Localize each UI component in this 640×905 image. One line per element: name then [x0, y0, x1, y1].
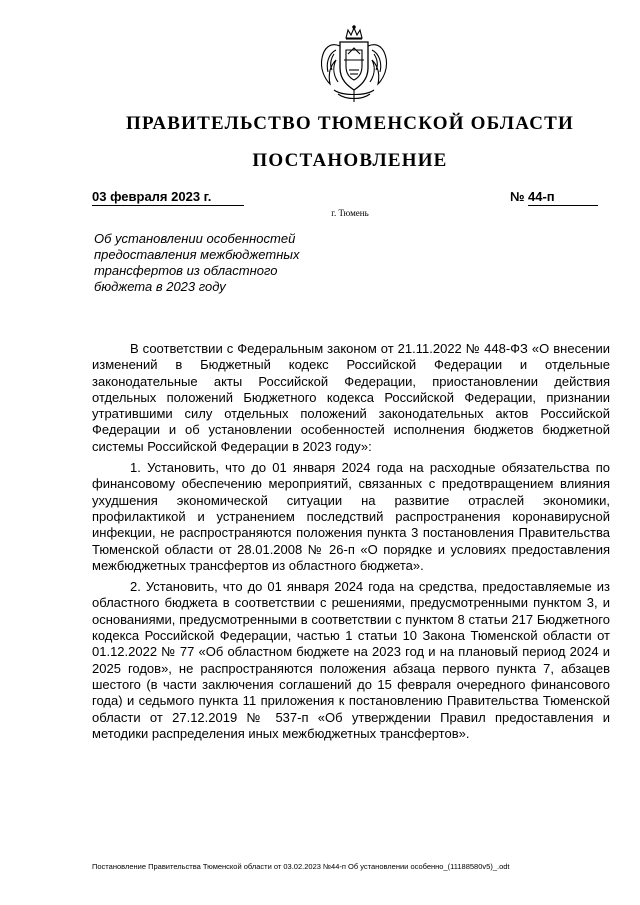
clause-paragraph-2: 2. Установить, что до 01 января 2024 года на средства, предоставляемые из областного бюджета в соответствии с решениями, предусмотренными пунктом 3, и основаниями, предусмотренными в соответствии с пунктом 8 статьи 217 Бюджетного кодекса Российской Федерации, частью 1 статьи 10 Закона Тюменской области от 01.12.2022 № 77 «Об областном бюджете на 2023 год и на плановый период 2024 и 2025 годов», не распространяются положения абзаца первого пункта 7, абзацев шестого (в части заключения соглашений до 15 февраля очередного финансового года) и седьмого пункта 11 приложения к постановлению Правительства Тюменской области от 27.12.2019 № 537-п «Об утверждении Правил предоставления и методики распределения иных межбюджетных трансфертов». — [92, 579, 610, 741]
document-type-title: ПОСТАНОВЛЕНИЕ — [252, 150, 448, 171]
preamble-paragraph: В соответствии с Федеральным законом от 21.11.2022 № 448-ФЗ «О внесении изменений в Бюджетный кодекс Российской Федерации и отдельные законодательные акты Российской Федерации, приостановлении действия отдельных положений Бюджетного кодекса Российской Федерации, признании утратившими силу отдельных положений законодательных актов Российской Федерации и об установлении особенностей исполнения бюджетов бюджетной системы Российской Федерации в 2023 году»: — [92, 341, 610, 454]
document-number: 44-п — [528, 189, 598, 206]
document-date: 03 февраля 2023 г. — [92, 189, 244, 206]
number-sign: № — [510, 189, 525, 204]
file-footer: Постановление Правительства Тюменской области от 03.02.2023 №44-п Об установлении особенно_(11188580v5)_.odt — [92, 862, 510, 871]
document-body — [92, 341, 610, 747]
document-number-block — [510, 189, 604, 206]
city-label: г. Тюмень — [331, 208, 369, 218]
document-subject: Об установлении особенностей предоставления межбюджетных трансфертов из областного бюджета в 2023 году — [94, 231, 300, 294]
clause-paragraph-1: 1. Установить, что до 01 января 2024 года на расходные обязательства по финансовому обеспечению мероприятий, связанных с предотвращением влияния ухудшения экономической ситуации на развитие отраслей экономики, профилактикой и устранением последствий распространения коронавирусной инфекции, не распространяются положения пункта 3 постановления Правительства Тюменской области от 28.01.2008 № 26-п «О порядке и условиях предоставления межбюджетных трансфертов из областного бюджета». — [92, 460, 610, 573]
tyumen-oblast-coat-of-arms-icon — [316, 24, 392, 104]
government-name: ПРАВИТЕЛЬСТВО ТЮМЕНСКОЙ ОБЛАСТИ — [125, 113, 575, 134]
